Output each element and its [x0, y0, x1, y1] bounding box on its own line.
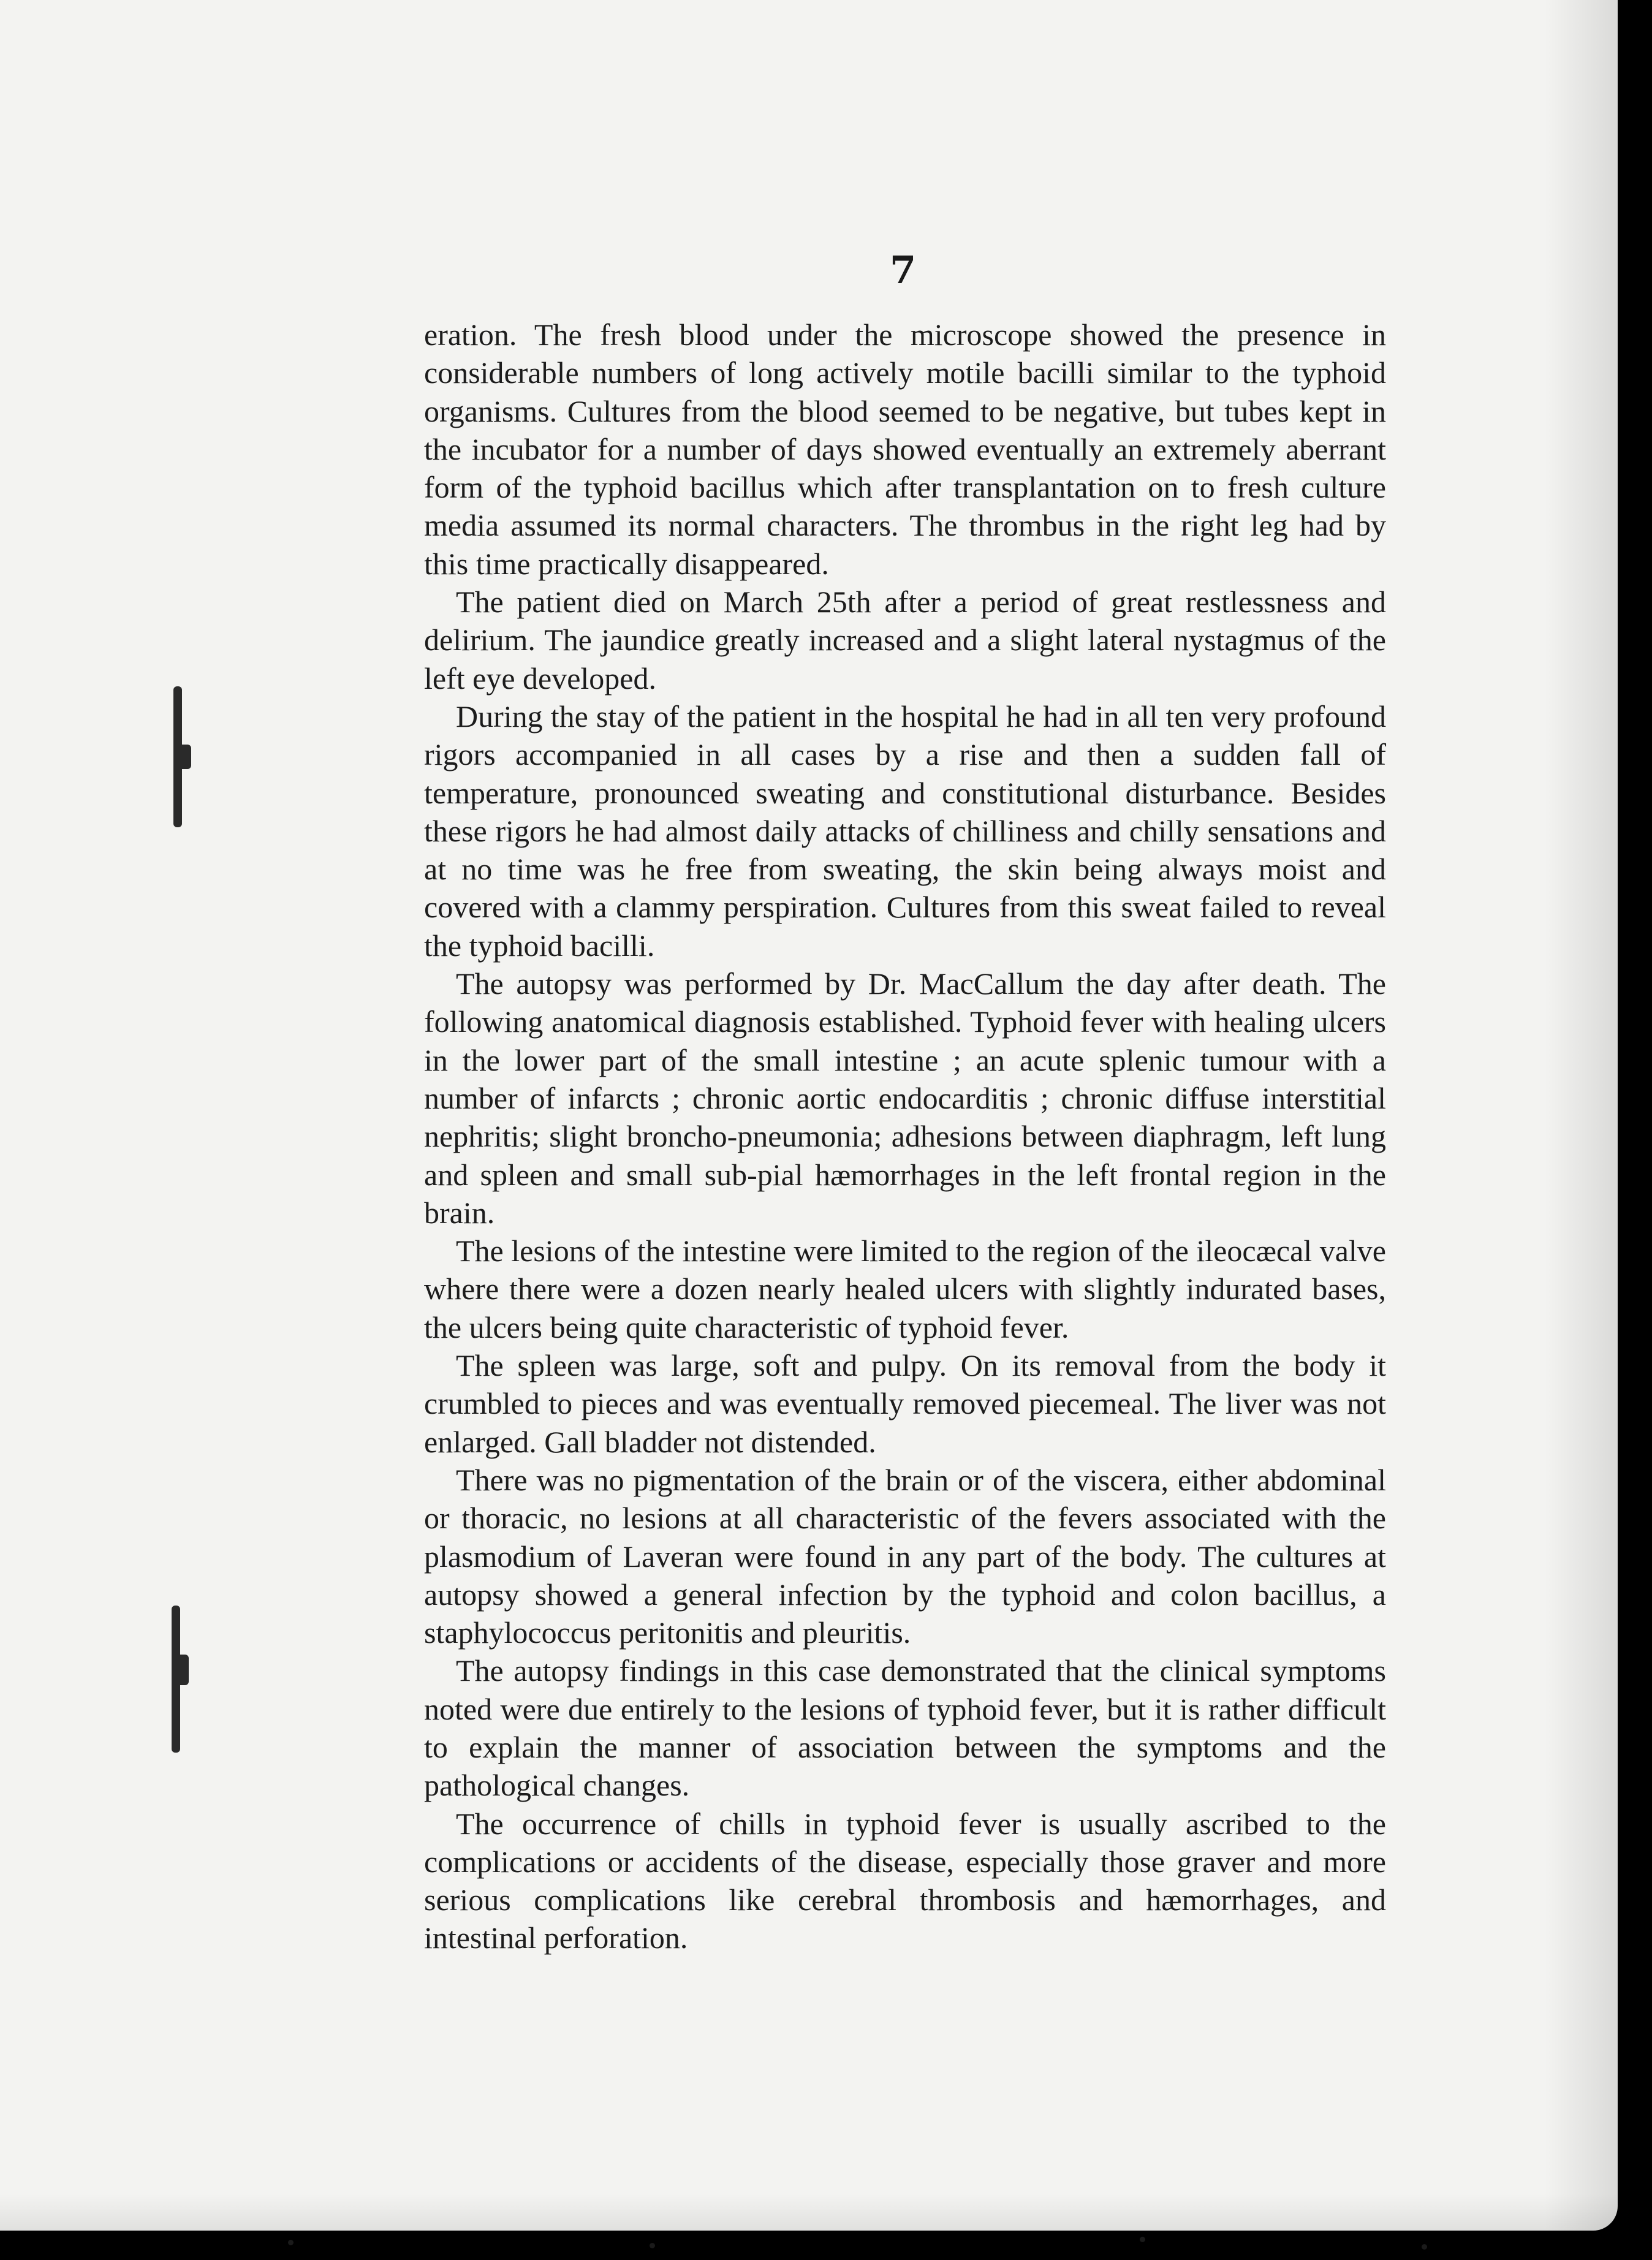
page-number: 7: [890, 248, 917, 292]
scan-speck: [1422, 2244, 1427, 2250]
paragraph: The occurrence of chills in typhoid fever is usually ascribed to the complications or accidents of the disease, especially those graver and more serious complications like cerebral thrombosis and hæmorrhages, and intestinal perforation.: [424, 1806, 1386, 1955]
binding-mark-upper-notch: [178, 745, 191, 769]
paragraph: eration. The fresh blood under the microscope showed the presence in considerable numbers of long actively motile bacilli similar to the typhoid organisms. Cultures from the blood seemed to be negative, but tubes kept in the incubator for a number of days showed eventually an extremely aberrant form of the typhoid bacillus which after transplantation on to fresh culture media assumed its normal characters. The thrombus in the right leg had by this time practically disappeared.: [424, 317, 1386, 581]
paragraph: There was no pigmentation of the brain or of the viscera, either abdominal or thoracic, no lesions at all characteristic of the fevers associated with the plasmodium of Laveran were found in any part of the body. The cultures at autopsy showed a general infection by the typhoid and colon bacillus, a staphylococcus peritonitis and pleuritis.: [424, 1462, 1386, 1650]
scan-speck: [288, 2240, 294, 2245]
paragraph: The spleen was large, soft and pulpy. On its removal from the body it crumbled to pieces and was eventually removed piecemeal. The liver was not enlarged. Gall bladder not distended.: [424, 1348, 1386, 1459]
page-bottom-shadow: [0, 2194, 1618, 2231]
binding-mark-lower-notch: [175, 1655, 189, 1685]
paragraph: The autopsy was performed by Dr. MacCallum the day after death. The following anatomical diagnosis established. Typhoid fever with healing ulcers in the lower part of the small intestine ; an acute splenic tumour with a number of infarcts ; chronic aortic endocarditis ; chronic diffuse interstitial nephritis; slight broncho-pneumonia; adhesions between diaphragm, left lung and spleen and small sub-pial hæmorrhages in the left frontal region in the brain.: [424, 966, 1386, 1230]
paragraph: During the stay of the patient in the hospital he had in all ten very profound rigors accompanied in all cases by a rise and then a sudden fall of temperature, pronounced sweating and constitutional disturbance. Besides these rigors he had almost daily attacks of chilliness and chilly sensations and at no time was he free from sweating, the skin being always moist and covered with a clammy perspiration. Cultures from this sweat failed to reveal the typhoid bacilli.: [424, 699, 1386, 963]
scan-speck: [650, 2243, 655, 2248]
page-edge-shadow: [1544, 0, 1618, 2231]
paragraph: The lesions of the intestine were limited to the region of the ileocæcal valve where there were a dozen nearly healed ulcers with slightly indurated bases, the ulcers being quite characteristic of typhoid fever.: [424, 1234, 1386, 1344]
paragraph: The autopsy findings in this case demonstrated that the clinical symptoms noted were due entirely to the lesions of typhoid fever, but it is rather difficult to explain the manner of association between the symptoms and the pathological changes.: [424, 1653, 1386, 1803]
scan-speck: [1140, 2237, 1145, 2242]
body-text: [424, 316, 1386, 1957]
paragraph: The patient died on March 25th after a period of great restlessness and delirium. The jaundice greatly increased and a slight lateral nystagmus of the left eye developed.: [424, 585, 1386, 696]
